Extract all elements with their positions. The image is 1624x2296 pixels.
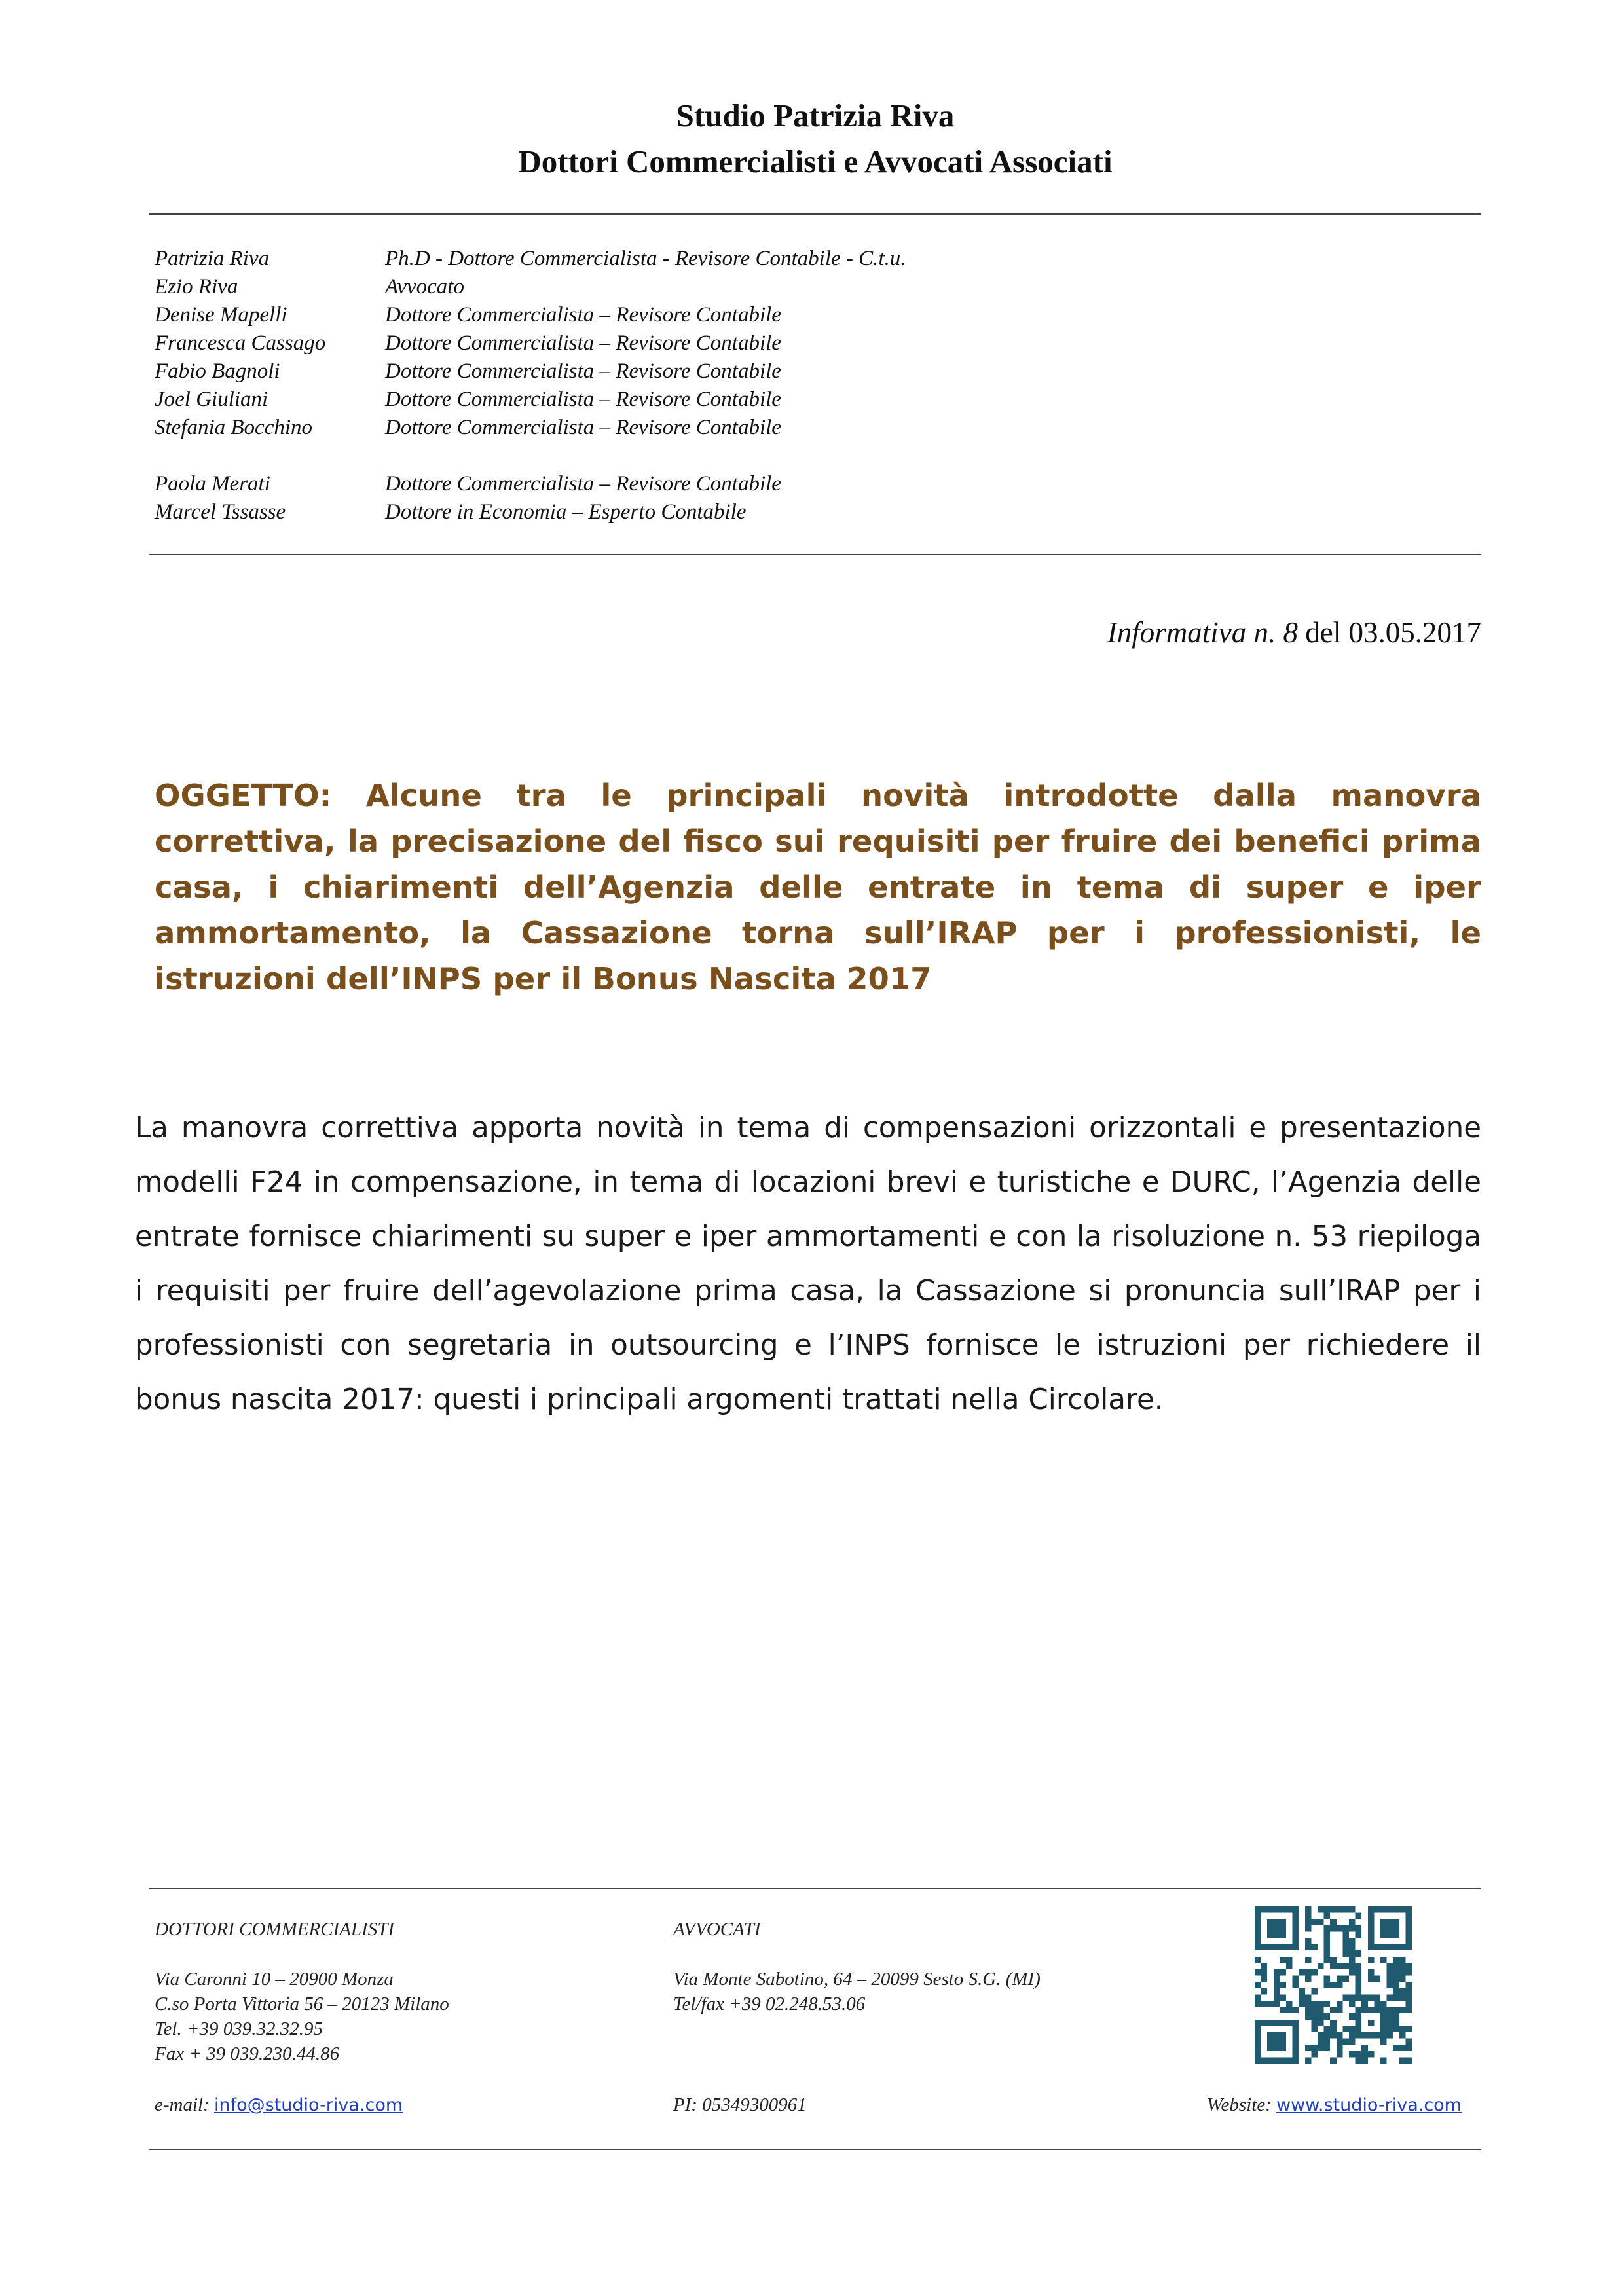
email-line bbox=[155, 2092, 403, 2118]
member-role: Dottore Commercialista – Revisore Contabile bbox=[385, 303, 781, 327]
footer-top-divider bbox=[149, 1888, 1481, 1889]
member-row bbox=[155, 245, 906, 273]
avvocati-address: Via Monte Sabotino, 64 – 20099 Sesto S.G. (MI) bbox=[673, 1969, 1041, 1990]
member-name: Paola Merati bbox=[155, 472, 270, 496]
website-line bbox=[1207, 2092, 1462, 2118]
avvocati-telfax: Tel/fax +39 02.248.53.06 bbox=[673, 1994, 866, 2014]
member-row bbox=[155, 386, 906, 414]
member-role: Dottore in Economia – Esperto Contabile bbox=[385, 500, 747, 524]
informativa-number: Informativa n. 8 bbox=[1107, 616, 1299, 649]
member-role: Dottore Commercialista – Revisore Contabile bbox=[385, 331, 781, 355]
body-paragraph: La manovra correttiva apporta novità in tema di compensazioni orizzontali e presentazione modelli F24 in compensazione, in tema di locazioni brevi e turistiche e DURC, l’Agenzia delle entrate fornisce chiarimenti su super e iper ammortamenti e con la risoluzione n. 53 riepiloga i requisiti per fruire dell’agevolazione prima casa, la Cassazione si pronuncia sull’IRAP per i professionisti con segretaria in outsourcing e l’INPS fornisce le istruzioni per richiedere il bonus nascita 2017: questi i principali argomenti trattati nella Circolare. bbox=[135, 1112, 1481, 1416]
avvocati-heading: AVVOCATI bbox=[673, 1919, 761, 1940]
commercialisti-address-monza: Via Caronni 10 – 20900 Monza bbox=[155, 1969, 394, 1990]
commercialisti-tel: Tel. +39 039.32.32.95 bbox=[155, 2018, 323, 2039]
partita-iva: PI: 05349300961 bbox=[673, 2094, 807, 2115]
member-name: Ezio Riva bbox=[155, 275, 238, 299]
commercialisti-address-milano: C.so Porta Vittoria 56 – 20123 Milano bbox=[155, 1994, 449, 2014]
informativa-date: del 03.05.2017 bbox=[1305, 616, 1481, 649]
subject-heading: OGGETTO: Alcune tra le principali novità introdotte dalla manovra correttiva, la precisazione del fisco sui requisiti per fruire dei benefici prima casa, i chiarimenti dell’Agenzia delle entrate in tema di super e iper ammortamento, la Cassazione torna sull’IRAP per i professionisti, le istruzioni dell’INPS per il Bonus Nascita 2017 bbox=[155, 778, 1481, 996]
member-row bbox=[155, 470, 906, 498]
commercialisti-heading: DOTTORI COMMERCIALISTI bbox=[155, 1919, 394, 1940]
footer-bottom-divider bbox=[149, 2149, 1481, 2150]
studio-name: Studio Patrizia Riva bbox=[676, 98, 955, 134]
member-name: Stefania Bocchino bbox=[155, 416, 313, 439]
member-name: Marcel Tssasse bbox=[155, 500, 286, 524]
commercialisti-fax: Fax + 39 039.230.44.86 bbox=[155, 2043, 340, 2064]
header-divider bbox=[149, 213, 1481, 215]
member-name: Joel Giuliani bbox=[155, 388, 268, 411]
member-list bbox=[155, 245, 906, 526]
member-role: Dottore Commercialista – Revisore Contabile bbox=[385, 388, 781, 411]
website-label: Website: bbox=[1207, 2094, 1272, 2115]
member-name: Denise Mapelli bbox=[155, 303, 287, 327]
qr-code-icon bbox=[1249, 1906, 1417, 2064]
member-row bbox=[155, 301, 906, 329]
member-role: Dottore Commercialista – Revisore Contabile bbox=[385, 359, 781, 383]
members-divider bbox=[149, 554, 1481, 555]
email-label: e-mail: bbox=[155, 2094, 210, 2115]
member-role: Avvocato bbox=[385, 275, 464, 299]
studio-subtitle: Dottori Commercialisti e Avvocati Associati bbox=[518, 143, 1113, 179]
member-role: Ph.D - Dottore Commercialista - Revisore Contabile - C.t.u. bbox=[385, 247, 906, 270]
member-role: Dottore Commercialista – Revisore Contabile bbox=[385, 472, 781, 496]
member-name: Fabio Bagnoli bbox=[155, 359, 280, 383]
member-row bbox=[155, 273, 906, 301]
email-link[interactable]: info@studio-riva.com bbox=[214, 2095, 403, 2115]
website-link[interactable]: www.studio-riva.com bbox=[1276, 2095, 1462, 2115]
member-row bbox=[155, 414, 906, 442]
member-row bbox=[155, 357, 906, 386]
member-row bbox=[155, 498, 906, 526]
informativa-reference bbox=[1107, 615, 1481, 649]
member-name: Patrizia Riva bbox=[155, 247, 270, 270]
member-row bbox=[155, 329, 906, 357]
member-role: Dottore Commercialista – Revisore Contabile bbox=[385, 416, 781, 439]
member-name: Francesca Cassago bbox=[155, 331, 326, 355]
